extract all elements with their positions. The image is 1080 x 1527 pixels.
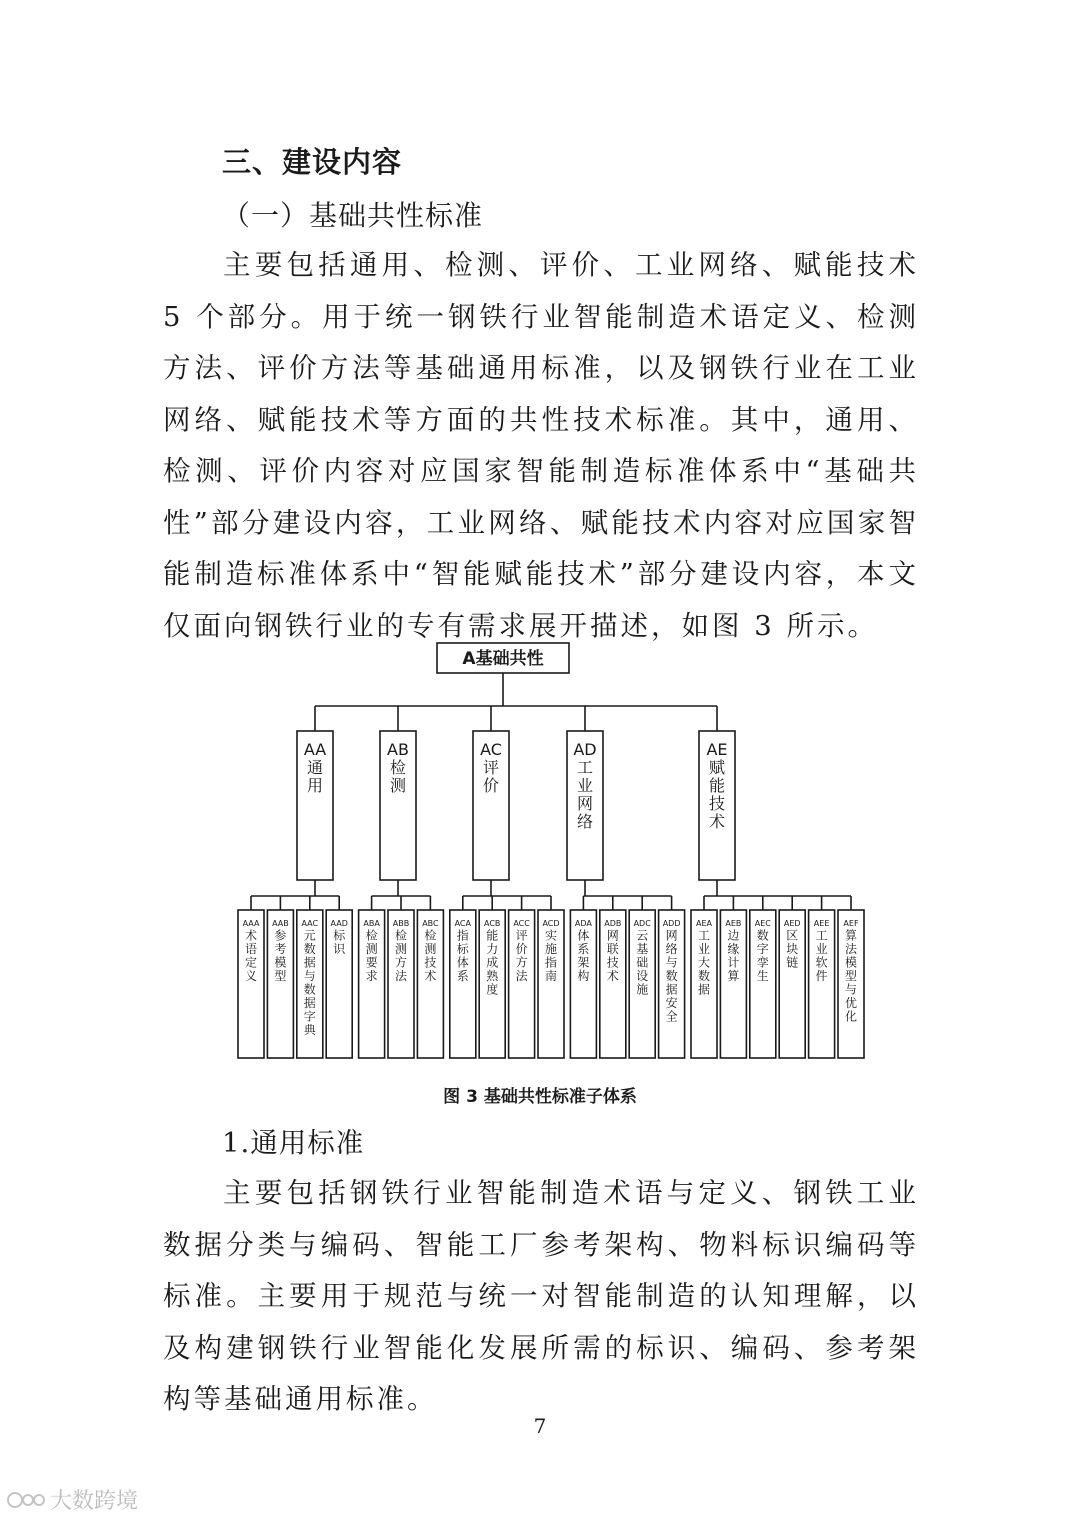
category-label: AE 赋能技术	[706, 740, 728, 831]
leaf-label: AEF 算法模型与优化	[843, 919, 859, 1024]
leaf-label: AAB 参考模型	[272, 919, 289, 983]
leaf-label: AEE 工业软件	[813, 919, 830, 983]
category-label: AC 评价	[480, 740, 502, 795]
figure-caption: 图 3 基础共性标准子体系	[443, 1087, 637, 1107]
leaf-label: ACB 能力成熟度	[483, 919, 501, 997]
leaf-label: ADD 网络与数据安全	[662, 919, 681, 1024]
leaf-label: AAD 标识	[330, 919, 348, 956]
leaf-label: AEC 数字孪生	[754, 919, 771, 983]
leaf-label: AEA 工业大数据	[696, 919, 712, 997]
leaf-label: AED 区块链	[783, 919, 801, 970]
watermark	[6, 1484, 138, 1515]
category-label: AB 检测	[387, 740, 409, 795]
category-label: AA 通用	[303, 740, 327, 795]
leaf-label: AEB 边缘计算	[725, 919, 742, 983]
root-label: A基础共性	[462, 649, 544, 669]
leaf-label: ADC 云基础设施	[633, 919, 651, 997]
leaf-label: ABC 检测技术	[422, 919, 439, 983]
leaf-label: ABA 检测要求	[363, 919, 380, 983]
subsubsection-heading: 1.通用标准	[222, 1127, 365, 1159]
section-heading: 三、建设内容	[222, 145, 403, 179]
leaf-label: ADA 体系架构	[574, 919, 592, 983]
leaf-label: ACC 评价方法	[513, 919, 530, 983]
general-standard-paragraph	[163, 1168, 919, 1426]
watermark-logo-icon	[6, 1489, 46, 1511]
leaf-label: ADB 网联技术	[604, 919, 622, 983]
intro-paragraph-text: 主要包括通用、检测、评价、工业网络、赋能技术 5 个部分。用于统一钢铁行业智能制造术语定义、检测方法、评价方法等基础通用标准，以及钢铁行业在工业网络、赋能技术等方面的共性技术标准。其中，通用、检测、评价内容对应国家智能制造标准体系中“基础共性”部分建设内容，工业网络、赋能技术内容对应国家智能制造标准体系中“智能赋能技术”部分建设内容，本文仅面向钢铁行业的专有需求展开描述，如图 3 所示。	[163, 249, 919, 642]
leaf-label: ACD 实施指南	[542, 919, 560, 983]
category-label: AD 工业网络	[573, 740, 597, 831]
general-standard-paragraph-text: 主要包括钢铁行业智能制造术语与定义、钢铁工业数据分类与编码、智能工厂参考架构、物料标识编码等标准。主要用于规范与统一对智能制造的认知理解，以及构建钢铁行业智能化发展所需的标识、编码、参考架构等基础通用标准。	[163, 1177, 919, 1415]
page-number: 7	[533, 1414, 547, 1438]
watermark-text: 大数跨境	[50, 1489, 139, 1514]
leaf-label: AAA 术语定义	[242, 919, 260, 983]
subsection-heading: （一）基础共性标准	[222, 199, 484, 232]
leaf-label: ABB 检测方法	[392, 919, 410, 983]
leaf-label: AAC 元数据与数据字典	[301, 919, 319, 1037]
leaf-label: ACA 指标体系	[454, 919, 471, 983]
